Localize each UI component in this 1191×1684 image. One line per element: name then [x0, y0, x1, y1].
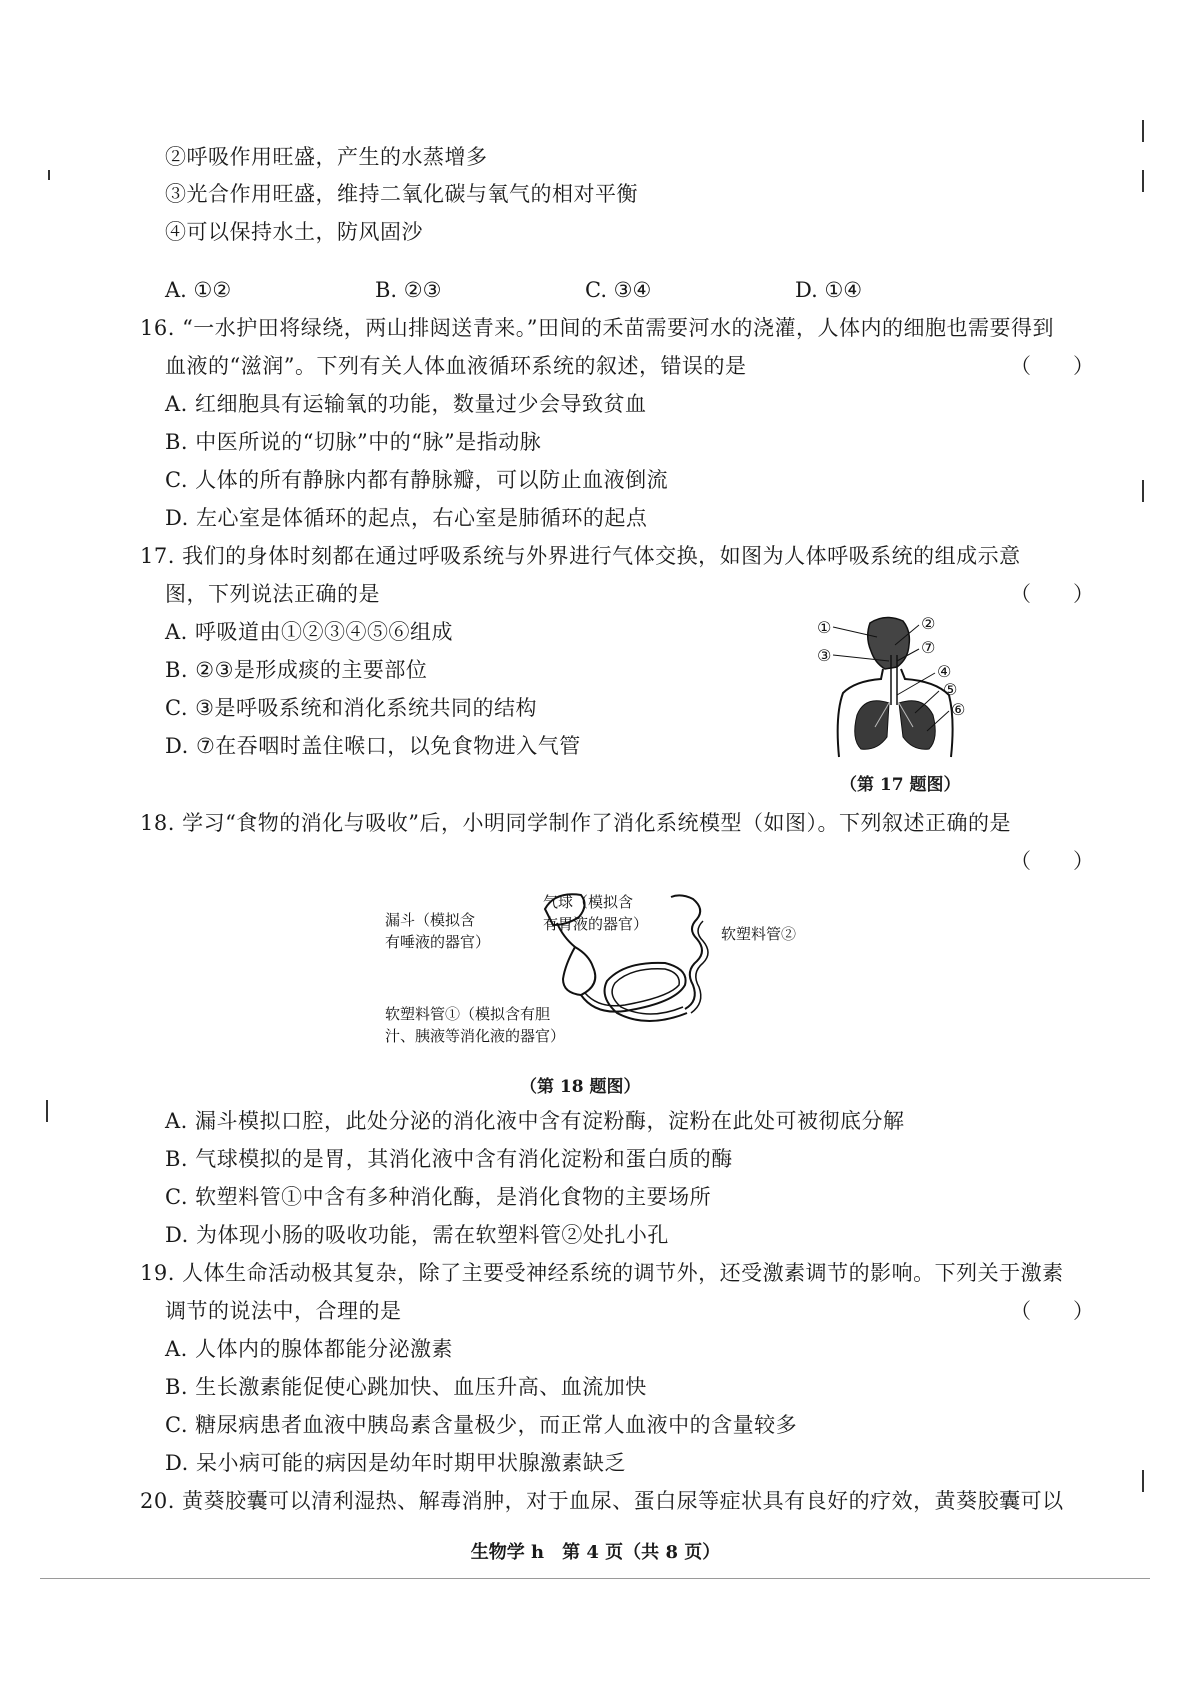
label-1: ①	[817, 618, 832, 637]
q18-option-b[interactable]: B. 气球模拟的是胃，其消化液中含有消化淀粉和蛋白质的酶	[165, 1147, 733, 1171]
tube1-label-2: 汁、胰液等消化液的器官）	[385, 1027, 566, 1045]
q15-item-2: ②呼吸作用旺盛，产生的水蒸增多	[165, 145, 488, 169]
label-7: ⑦	[921, 638, 936, 657]
scan-mark	[48, 170, 50, 180]
q18-answer-blank[interactable]: （ ）	[1010, 849, 1094, 873]
q17-option-d[interactable]: D. ⑦在吞咽时盖住喉口，以免食物进入气管	[165, 734, 581, 758]
scan-mark	[46, 1100, 48, 1122]
label-3: ③	[817, 646, 832, 665]
scan-mark	[1142, 480, 1144, 502]
q17-option-c[interactable]: C. ③是呼吸系统和消化系统共同的结构	[165, 696, 537, 720]
balloon-label-2: 有胃液的器官）	[543, 915, 649, 933]
q19-answer-blank[interactable]: （ ）	[1010, 1299, 1094, 1323]
q16-option-b[interactable]: B. 中医所说的“切脉”中的“脉”是指动脉	[165, 430, 542, 454]
q19-option-b[interactable]: B. 生长激素能促使心跳加快、血压升高、血流加快	[165, 1375, 647, 1399]
label-4: ④	[937, 662, 952, 681]
funnel-label-1: 漏斗（模拟含	[385, 911, 476, 929]
q18-option-c[interactable]: C. 软塑料管①中含有多种消化酶，是消化食物的主要场所	[165, 1185, 712, 1209]
digestive-model-figure	[385, 885, 875, 1060]
q16-option-a[interactable]: A. 红细胞具有运输氧的功能，数量过少会导致贫血	[165, 392, 647, 416]
q17-stem-line1: 17. 我们的身体时刻都在通过呼吸系统与外界进行气体交换，如图为人体呼吸系统的组成示意	[140, 544, 1021, 568]
q15-choice-c[interactable]: C. ③④	[585, 278, 652, 302]
q17-stem-line2: 图，下列说法正确的是	[165, 582, 380, 606]
q17-option-b[interactable]: B. ②③是形成痰的主要部位	[165, 658, 428, 682]
q15-item-4: ④可以保持水土，防风固沙	[165, 220, 423, 244]
scan-mark	[1142, 170, 1144, 192]
q18-option-a[interactable]: A. 漏斗模拟口腔，此处分泌的消化液中含有淀粉酶，淀粉在此处可被彻底分解	[165, 1109, 905, 1133]
q16-stem-line2: 血液的“滋润”。下列有关人体血液循环系统的叙述，错误的是	[165, 354, 747, 378]
q15-choice-d[interactable]: D. ①④	[795, 278, 863, 302]
page-footer: 生物学 h 第 4 页（共 8 页）	[470, 1542, 721, 1563]
funnel-label-2: 有唾液的器官）	[385, 933, 491, 951]
q16-option-d[interactable]: D. 左心室是体循环的起点，右心室是肺循环的起点	[165, 506, 648, 530]
q17-option-a[interactable]: A. 呼吸道由①②③④⑤⑥组成	[165, 620, 454, 644]
q16-option-c[interactable]: C. 人体的所有静脉内都有静脉瓣，可以防止血液倒流	[165, 468, 669, 492]
q19-stem-line2: 调节的说法中，合理的是	[165, 1299, 402, 1323]
q18-stem: 18. 学习“食物的消化与吸收”后，小明同学制作了消化系统模型（如图）。下列叙述正确的是	[140, 811, 1012, 835]
q15-item-3: ③光合作用旺盛，维持二氧化碳与氧气的相对平衡	[165, 182, 638, 206]
q17-figure-caption: （第 17 题图）	[840, 775, 961, 795]
scan-mark	[1142, 120, 1144, 142]
q15-choice-b[interactable]: B. ②③	[375, 278, 442, 302]
q15-choice-a[interactable]: A. ①②	[165, 278, 232, 302]
tube2-label: 软塑料管②	[721, 925, 797, 943]
q19-stem-line1: 19. 人体生命活动极其复杂，除了主要受神经系统的调节外，还受激素调节的影响。下列关于激素	[140, 1261, 1064, 1285]
label-5: ⑤	[943, 680, 958, 699]
q19-option-d[interactable]: D. 呆小病可能的病因是幼年时期甲状腺激素缺乏	[165, 1451, 626, 1475]
q19-option-a[interactable]: A. 人体内的腺体都能分泌激素	[165, 1337, 454, 1361]
scan-mark	[1142, 1470, 1144, 1492]
q20-stem-line1: 20. 黄葵胶囊可以清利湿热、解毒消肿，对于血尿、蛋白尿等症状具有良好的疗效，黄葵胶囊可以	[140, 1489, 1064, 1513]
balloon-label-1: 气球（模拟含	[543, 893, 634, 911]
q18-figure-caption: （第 18 题图）	[520, 1077, 641, 1097]
q18-option-d[interactable]: D. 为体现小肠的吸收功能，需在软塑料管②处扎小孔	[165, 1223, 669, 1247]
q17-answer-blank[interactable]: （ ）	[1010, 582, 1094, 606]
respiratory-system-figure	[815, 615, 995, 760]
q16-stem-line1: 16. “一水护田将绿绕，两山排闼送青来。”田间的禾苗需要河水的浇灌，人体内的细胞也需要得到	[140, 316, 1055, 340]
label-6: ⑥	[951, 700, 966, 719]
tube1-label-1: 软塑料管①（模拟含有胆	[385, 1005, 551, 1023]
q19-option-c[interactable]: C. 糖尿病患者血液中胰岛素含量极少，而正常人血液中的含量较多	[165, 1413, 798, 1437]
footer-divider	[40, 1578, 1150, 1579]
label-2: ②	[921, 615, 936, 633]
q16-answer-blank[interactable]: （ ）	[1010, 354, 1094, 378]
